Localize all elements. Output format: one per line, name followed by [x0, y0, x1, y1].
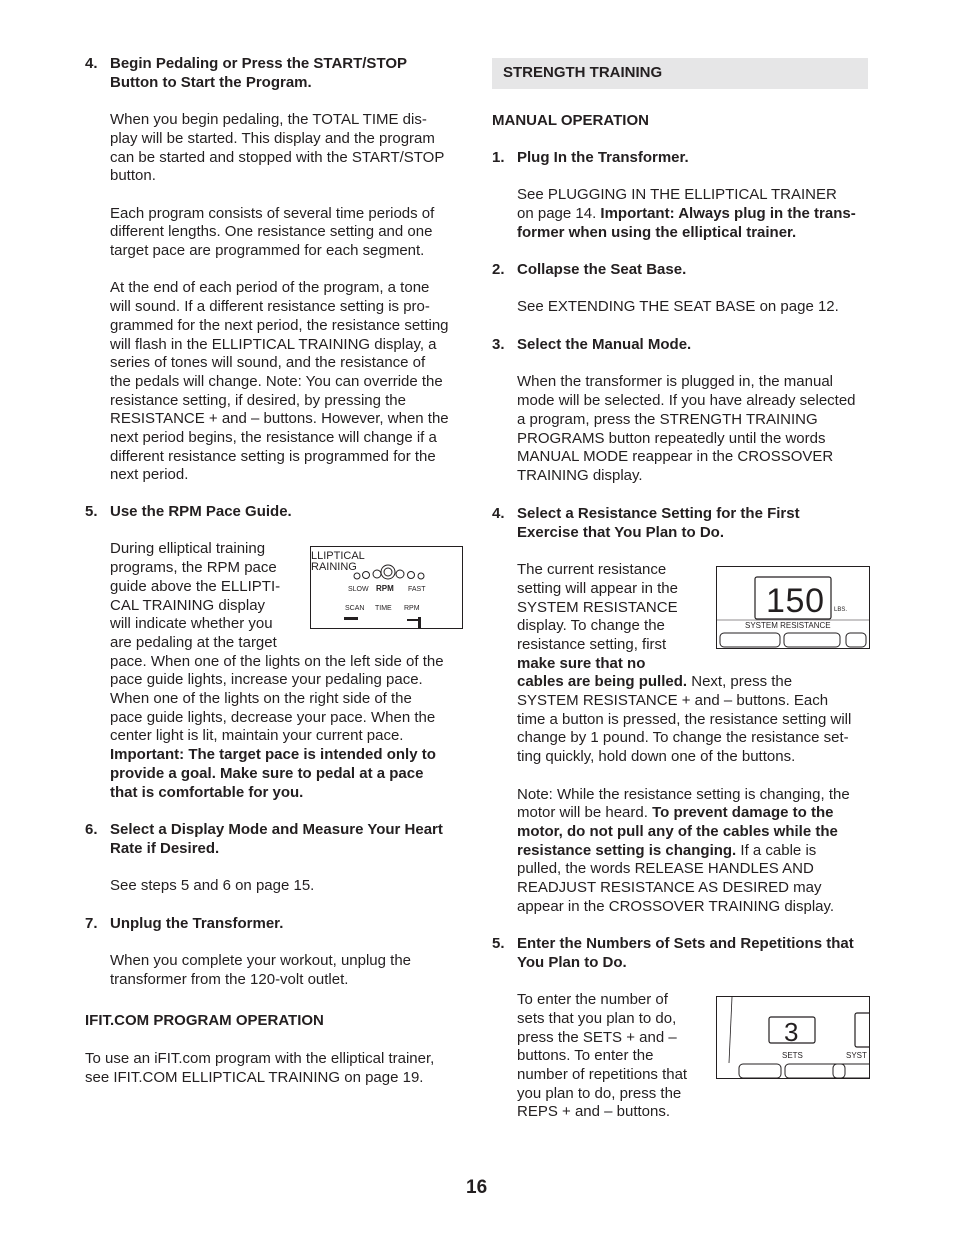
paragraph-line: See PLUGGING IN THE ELLIPTICAL TRAINER [517, 186, 837, 204]
paragraph-line: REPS + and – buttons. [517, 1103, 671, 1121]
step-number: 1. [492, 149, 505, 166]
sets-display-figure [716, 996, 870, 1079]
paragraph-line: grammed for the next period, the resistance setting [110, 316, 449, 334]
plus-button-icon [785, 1064, 845, 1078]
paragraph-line: Each program consists of several time periods of [110, 204, 435, 222]
display-segment [344, 617, 358, 620]
lcd-window [855, 1013, 869, 1047]
step-number: 6. [85, 821, 98, 838]
time-label: TIME [375, 605, 392, 612]
step-number: 3. [492, 336, 505, 353]
paragraph-line: During elliptical training [110, 540, 266, 558]
system-label: SYST [846, 1051, 867, 1060]
step-title: Use the RPM Pace Guide. [110, 503, 292, 520]
step-title: Unplug the Transformer. [110, 915, 284, 932]
unit-label: LBS. [834, 607, 848, 613]
step-title: Begin Pedaling or Press the START/STOP [110, 55, 408, 72]
step-number: 7. [85, 915, 98, 932]
step-7-unplug-transformer [85, 915, 465, 990]
paragraph-line: mode will be selected. If you have already selected [517, 392, 856, 410]
figure-label: LLIPTICAL [311, 550, 365, 562]
paragraph-line: time a button is pressed, the resistance setting will [517, 710, 852, 728]
paragraph-line: will sound. If a different resistance setting is pro- [110, 298, 430, 316]
paragraph-line: SYSTEM RESISTANCE [517, 598, 678, 616]
paragraph-line: will indicate whether you [110, 615, 273, 633]
paragraph-line: RESISTANCE + and – buttons. However, when the [110, 410, 449, 428]
step-title: Select a Display Mode and Measure Your Heart [110, 821, 443, 838]
paragraph-line: transformer from the 120-volt outlet. [110, 971, 349, 989]
step-title: Select a Resistance Setting for the First [517, 505, 800, 522]
paragraph-line: Note: While the resistance setting is changing, the [517, 785, 850, 803]
pace-light-icon [408, 572, 415, 579]
paragraph-line [517, 673, 870, 692]
scan-label: SCAN [345, 605, 365, 612]
sets-value: 3 [784, 1017, 799, 1047]
step-title: Select the Manual Mode. [517, 336, 692, 353]
paragraph-line: target pace are programmed for each segment. [110, 242, 425, 259]
paragraph-line: number of repetitions that [517, 1065, 688, 1083]
sets-label: SETS [782, 1051, 803, 1060]
paragraph-line: sets that you plan to do, [517, 1009, 677, 1027]
paragraph-line: will flash in the ELLIPTICAL TRAINING display, a [110, 335, 437, 353]
panel-edge [729, 997, 732, 1063]
section-title: STRENGTH TRAINING [503, 64, 663, 81]
system-resistance-label: SYSTEM RESISTANCE [745, 621, 831, 630]
paragraph-line: To enter the number of [517, 991, 668, 1009]
paragraph-line: The current resistance [517, 561, 667, 579]
paragraph-line: you plan to do, press the [517, 1084, 682, 1102]
pace-light-icon [373, 570, 381, 578]
paragraph-line: play will be started. This display and the program [110, 129, 435, 147]
pace-light-icon [396, 570, 404, 578]
paragraph-line [517, 205, 870, 224]
rpm-label: RPM [376, 584, 394, 593]
paragraph-line: SYSTEM RESISTANCE + and – buttons. Each [517, 692, 829, 710]
paragraph-line: When you begin pedaling, the TOTAL TIME dis- [110, 111, 427, 129]
paragraph-line: See steps 5 and 6 on page 15. [110, 877, 315, 895]
pace-light-icon [363, 572, 370, 579]
rpm-pace-guide-figure [310, 546, 463, 629]
paragraph-line: At the end of each period of the program, a tone [110, 279, 430, 297]
text-run: If a cable is [736, 841, 817, 859]
paragraph-line: ting quickly, hold down one of the buttons. [517, 748, 796, 766]
paragraph-line: When you complete your workout, unplug the [110, 952, 412, 970]
display-segment [418, 617, 421, 628]
text-run: Next, press the [687, 673, 793, 691]
paragraph-line: CAL TRAINING display [110, 596, 266, 614]
paragraph-line: TRAINING display. [517, 466, 643, 484]
paragraph-line: different resistance setting is programmed for the [110, 447, 436, 465]
paragraph-line [517, 804, 870, 823]
paragraph-line: guide above the ELLIPTI- [110, 577, 281, 595]
paragraph-line: pulled, the words RELEASE HANDLES AND [517, 860, 814, 878]
page-number: 16 [466, 1177, 488, 1198]
figure-label: RAINING [311, 561, 357, 573]
paragraph-line: next period. [110, 466, 189, 484]
step-number: 4. [85, 55, 98, 72]
rpm-readout-label: RPM [404, 605, 420, 612]
paragraph-line: pace guide lights, decrease your pace. When the [110, 708, 436, 726]
paragraph-line: button. [110, 167, 156, 185]
important-note-line: provide a goal. Make sure to pedal at a pace [110, 764, 424, 782]
paragraph-line: a program, press the STRENGTH TRAINING [517, 410, 818, 428]
paragraph-line: PROGRAMS button repeatedly until the words [517, 429, 826, 447]
ifit-heading: IFIT.COM PROGRAM OPERATION [85, 1012, 324, 1029]
paragraph-line: READJUST RESISTANCE AS DESIRED may [517, 879, 822, 897]
paragraph-line: can be started and stopped with the START/STOP [110, 148, 445, 166]
step-title: Enter the Numbers of Sets and Repetitions that [517, 935, 854, 952]
button-icon [833, 1064, 869, 1078]
step-title: You Plan to Do. [517, 953, 627, 971]
step-number: 4. [492, 505, 505, 522]
paragraph-line: press the SETS + and – [517, 1028, 677, 1046]
step-6-display-mode [85, 821, 465, 896]
paragraph-line: are pedaling at the target [110, 633, 277, 651]
paragraph-line: programs, the RPM pace [110, 559, 277, 577]
paragraph-line: When one of the lights on the right side of the [110, 690, 412, 708]
step-title: Rate if Desired. [110, 839, 220, 857]
paragraph-line: To use an iFIT.com program with the elliptical trainer, [85, 1050, 435, 1067]
step-4-begin-pedaling [85, 55, 465, 485]
paragraph-line: appear in the CROSSOVER TRAINING display. [517, 897, 835, 915]
paragraph-line: display. To change the [517, 617, 665, 635]
important-text: resistance setting is changing. [517, 841, 737, 859]
paragraph-line: pace. When one of the lights on the left side of the [110, 652, 444, 670]
sets-display-illustration [717, 997, 869, 1078]
step-title: Collapse the Seat Base. [517, 261, 687, 278]
important-text: motor, do not pull any of the cables while the [517, 822, 838, 840]
paragraph-line: next period begins, the resistance will change if a [110, 429, 437, 447]
paragraph-line: center light is lit, maintain your current pace. [110, 727, 404, 745]
minus-button-icon [720, 633, 780, 647]
step-title: Exercise that You Plan to Do. [517, 523, 724, 541]
pace-center-light-icon [381, 565, 395, 579]
paragraph-line: resistance setting, if desired, by pressing the [110, 391, 406, 409]
paragraph-line: setting will appear in the [517, 579, 678, 597]
important-note-line: that is comfortable for you. [110, 783, 304, 801]
step-title: Plug In the Transformer. [517, 149, 689, 166]
step-1-plug-in-transformer [492, 149, 870, 243]
system-resistance-figure [716, 566, 870, 649]
paragraph-line: see IFIT.COM ELLIPTICAL TRAINING on page 19. [85, 1068, 424, 1086]
paragraph-line: different lengths. One resistance setting and one [110, 223, 433, 241]
plus-button-icon [784, 633, 840, 647]
pace-light-icon [418, 573, 424, 579]
step-title: Button to Start the Program. [110, 73, 312, 91]
paragraph-line: buttons. To enter the [517, 1047, 654, 1065]
resistance-value: 150 [766, 582, 824, 620]
text-run: motor will be heard. [517, 804, 653, 822]
paragraph-line [517, 842, 870, 861]
slow-label: SLOW [348, 586, 369, 593]
ifit-paragraph [85, 1050, 465, 1087]
paragraph-line: When the transformer is plugged in, the manual [517, 373, 834, 391]
important-text: former when using the elliptical trainer. [517, 223, 797, 241]
paragraph-line: change by 1 pound. To change the resistance set- [517, 729, 849, 747]
minus-button-icon [739, 1064, 781, 1078]
important-text: make sure that no [517, 654, 646, 672]
button-icon [846, 633, 866, 647]
important-note-line: Important: The target pace is intended only to [110, 746, 436, 764]
pace-center-light-icon [384, 568, 392, 576]
pace-light-icon [354, 573, 360, 579]
rpm-pace-guide-illustration [311, 547, 462, 628]
paragraph-line: series of tones will sound, and the resistance of [110, 354, 426, 372]
paragraph-line: pace guide lights, increase your pedaling pace. [110, 671, 423, 689]
step-number: 5. [492, 935, 505, 952]
fast-label: FAST [408, 586, 426, 593]
text-run: on page 14. [517, 205, 601, 223]
system-resistance-illustration [717, 567, 869, 648]
paragraph-line: the pedals will change. Note: You can override the [110, 372, 443, 390]
manual-operation-heading: MANUAL OPERATION [492, 112, 649, 129]
paragraph-line: See EXTENDING THE SEAT BASE on page 12. [517, 298, 839, 316]
strength-training-banner [492, 58, 868, 89]
step-3-select-manual-mode [492, 336, 870, 486]
step-2-collapse-seat-base [492, 261, 870, 317]
step-number: 5. [85, 503, 98, 520]
paragraph-line: MANUAL MODE reappear in the CROSSOVER [517, 448, 834, 466]
step-number: 2. [492, 261, 505, 278]
important-text: To prevent damage to the [652, 804, 834, 822]
important-text: Important: Always plug in the trans- [600, 205, 856, 223]
paragraph-line: resistance setting, first [517, 635, 667, 653]
important-text: cables are being pulled. [517, 673, 688, 691]
